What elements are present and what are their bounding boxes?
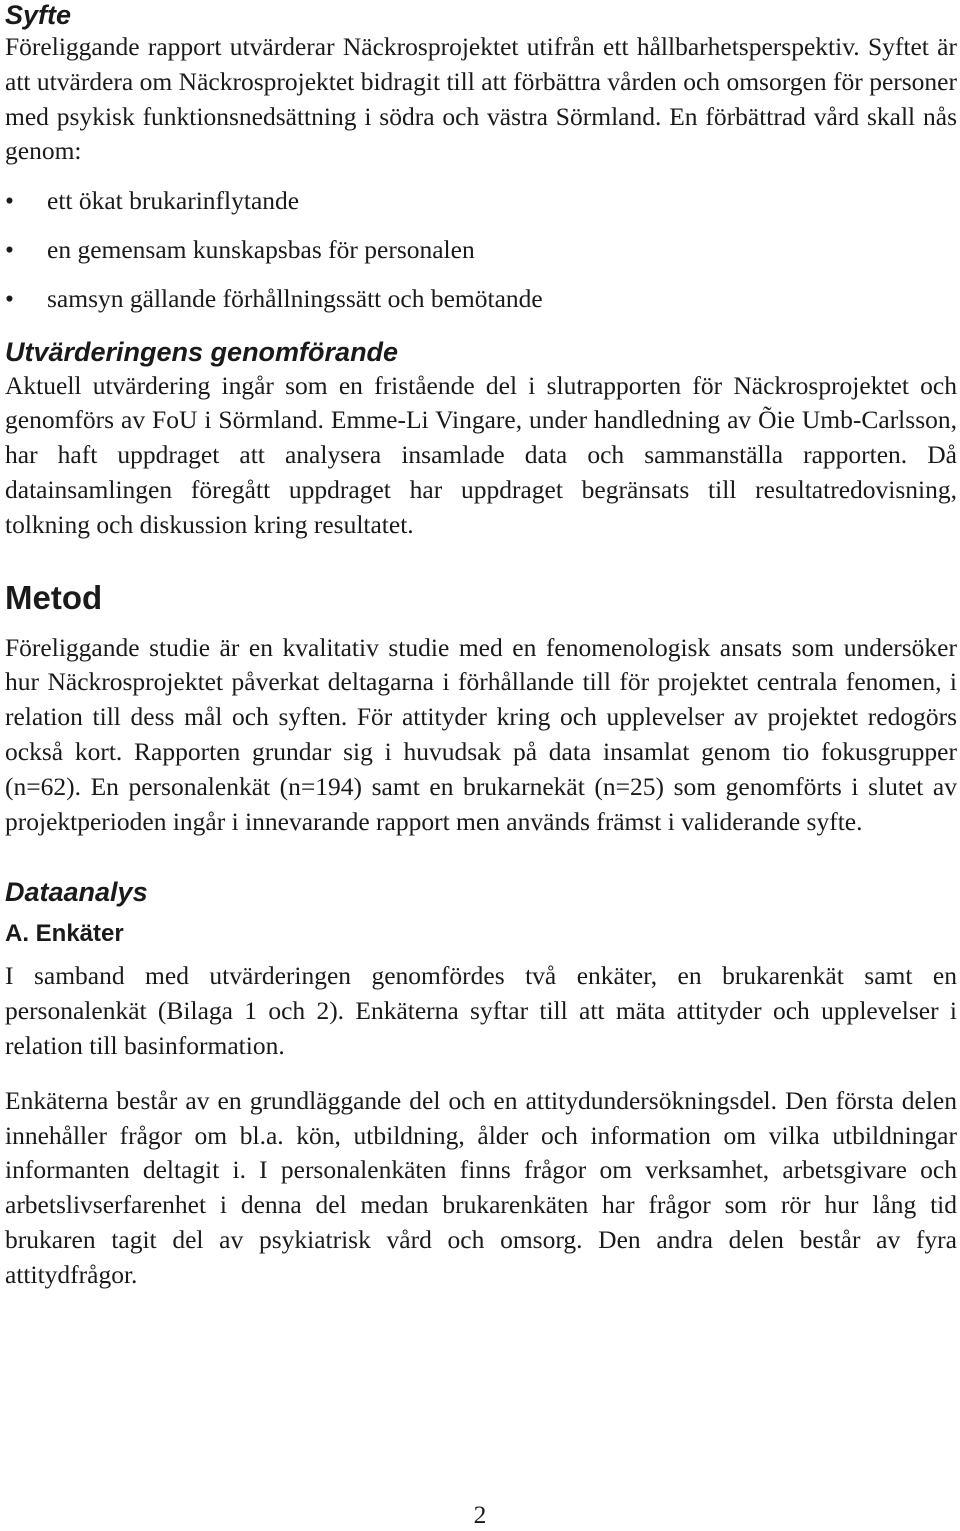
syfte-bullet-list — [5, 184, 957, 316]
bullet-item — [5, 282, 957, 317]
page-number: 2 — [473, 1500, 487, 1529]
dataanalys-paragraph-1: I samband med utvärderingen genomfördes två enkäter, en brukarenkät samt en personalenkät (Bilaga 1 och 2). Enkäterna syftar till att mäta attityder och upplevelser i relation till basinformation. — [5, 961, 957, 1060]
utvardering-paragraph: Aktuell utvärdering ingår som en fristående del i slutrapporten för Näckrosprojektet och genomförs av FoU i Sörmland. Emme-Li Vingare, under handledning av Õie Umb-Carlsson, har haft uppdraget att analysera insamlade data och sammanställa rapporten. Då datainsamlingen föregått uppdraget har uppdraget begränsats till resultatredovisning, tolkning och diskussion kring resultatet. — [5, 370, 957, 539]
bullet-text: en gemensam kunskapsbas för personalen — [47, 234, 475, 264]
bullet-text: samsyn gällande förhållningssätt och bemötande — [47, 283, 543, 313]
section-heading-syfte: Syfte — [5, 0, 72, 30]
subheading-enkater: A. Enkäter — [5, 920, 124, 948]
document-page — [5, 0, 957, 1293]
syfte-paragraph: Föreliggande rapport utvärderar Näckrosprojektet utifrån ett hållbarhetsperspektiv. Syftet är att utvärdera om Näckrosprojektet bidragit till att förbättra vården och omsorgen för personer med psykisk funktionsnedsättning i södra och västra Sörmland. En förbättrad vård skall nås genom: — [5, 32, 957, 166]
bullet-icon: • — [5, 186, 14, 216]
bullet-text: ett ökat brukarinflytande — [47, 186, 300, 216]
bullet-item — [5, 184, 957, 219]
bullet-icon: • — [5, 234, 14, 264]
metod-paragraph: Föreliggande studie är en kvalitativ studie med en fenomenologisk ansats som undersöker hur Näckrosprojektet påverkat deltagarna i förhållande till för projektet centrala fenomen, i relation till dess mål och syften. För attityder kring och upplevelser av projektet redogörs också kort. Rapporten grundar sig i huvudsak på data insamlat genom tio fokusgrupper (n=62). En personalenkät (n=194) samt en brukarnekät (n=25) som genomförts i slutet av projektperioden ingår i innevarande rapport men används främst i validerande syfte. — [5, 632, 957, 836]
section-heading-metod: Metod — [5, 578, 103, 616]
section-heading-dataanalys: Dataanalys — [5, 877, 148, 908]
bullet-icon: • — [5, 283, 14, 313]
dataanalys-paragraph-2: Enkäterna består av en grundläggande del och en attitydundersökningsdel. Den första delen innehåller frågor om bl.a. kön, utbildning, ålder och information om vilka utbildningar informanten deltagit i. I personalenkäten finns frågor om verksamhet, arbetsgivare och arbetslivserfarenhet i denna del medan brukarenkäten har frågor som rör hur lång tid brukaren tagit del av psykiatrisk vård och omsorg. Den andra delen består av fyra attitydfrågor. — [5, 1085, 957, 1289]
section-heading-utvardering: Utvärderingens genomförande — [5, 336, 399, 367]
bullet-item — [5, 233, 957, 268]
